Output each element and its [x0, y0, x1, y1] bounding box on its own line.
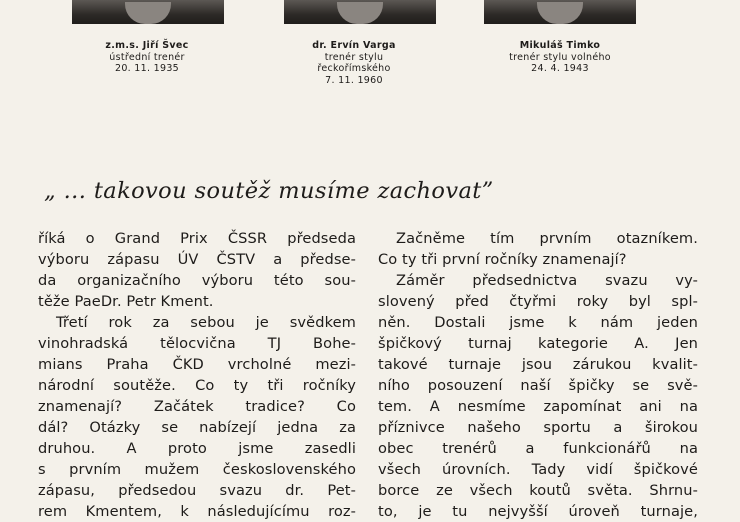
text-line: vinohradská tělocvična TJ Bohe-	[38, 335, 356, 352]
text-line: příznivce našeho sportu a širokou	[378, 419, 698, 436]
caption-mikulas-timko	[460, 40, 660, 75]
text-line: to, je tu nejvyšší úroveň turnaje,	[378, 503, 698, 520]
text-line: rem Kmentem, k následujícímu roz-	[38, 503, 356, 520]
text-line: Třetí rok za sebou je svědkem	[56, 314, 356, 331]
text-line: slovený před čtyřmi roky byl spl-	[378, 293, 698, 310]
article-headline: „ ... takovou soutěž musíme zachovat”	[44, 178, 494, 204]
text-line: s prvním mužem československého	[38, 461, 356, 478]
portrait-shape	[337, 2, 383, 24]
text-line: národní soutěže. Co ty tři ročníky	[38, 377, 356, 394]
caption-line: 20. 11. 1935	[114, 63, 180, 74]
caption-line: trenér stylu	[324, 51, 384, 63]
caption-line: 24. 4. 1943	[531, 63, 589, 74]
article-column-left	[38, 228, 356, 522]
photo-ervin-varga	[284, 0, 436, 24]
text-line: Záměr předsednictva svazu vy-	[396, 272, 698, 289]
text-line: druhou. A proto jsme zasedli	[38, 440, 356, 457]
text-line: takové turnaje jsou zárukou kvalit-	[378, 356, 698, 373]
text-line: zápasu, předsedou svazu dr. Pet-	[38, 482, 356, 499]
text-line: těže PaeDr. Petr Kment.	[38, 293, 214, 310]
caption-name: Mikuláš Timko	[519, 40, 601, 51]
caption-name: z.m.s. Jiří Švec	[105, 40, 189, 51]
portrait-shape	[125, 2, 171, 24]
text-line: obec trenérů a funkcionářů na	[378, 440, 698, 457]
text-line: borce ze všech koutů světa. Shrnu-	[378, 482, 698, 499]
text-line: mians Praha ČKD vrcholné mezi-	[38, 356, 356, 373]
photo-mikulas-timko	[484, 0, 636, 24]
caption-jiri-svec	[47, 40, 247, 75]
text-line: výboru zápasu ÚV ČSTV a předse-	[38, 251, 356, 268]
caption-name: dr. Ervín Varga	[312, 40, 396, 51]
text-line: Co ty tři první ročníky znamenají?	[378, 251, 627, 268]
caption-line: řeckořímského	[317, 63, 391, 74]
portrait-shape	[537, 2, 583, 24]
text-line: znamenají? Začátek tradice? Co	[38, 398, 356, 415]
text-line: dál? Otázky se nabízejí jedna za	[38, 419, 356, 436]
caption-line: ústřední trenér	[109, 51, 185, 63]
text-line: něn. Dostali jsme k nám jeden	[378, 314, 698, 331]
caption-line: trenér stylu volného	[509, 51, 611, 63]
text-line: ního posouzení naší špičky se svě-	[378, 377, 698, 394]
article-column-right	[378, 228, 698, 522]
text-line: da organizačního výboru této sou-	[38, 272, 356, 289]
caption-line: 7. 11. 1960	[325, 74, 383, 86]
caption-ervin-varga	[254, 40, 454, 86]
text-line: všech úrovních. Tady vidí špičkové	[378, 461, 698, 478]
text-line: tem. A nesmíme zapomínat ani na	[378, 398, 698, 415]
text-line: Začněme tím prvním otazníkem.	[396, 230, 698, 247]
text-line: špičkový turnaj kategorie A. Jen	[378, 335, 698, 352]
photo-jiri-svec	[72, 0, 224, 24]
text-line: říká o Grand Prix ČSSR předseda	[38, 230, 356, 247]
